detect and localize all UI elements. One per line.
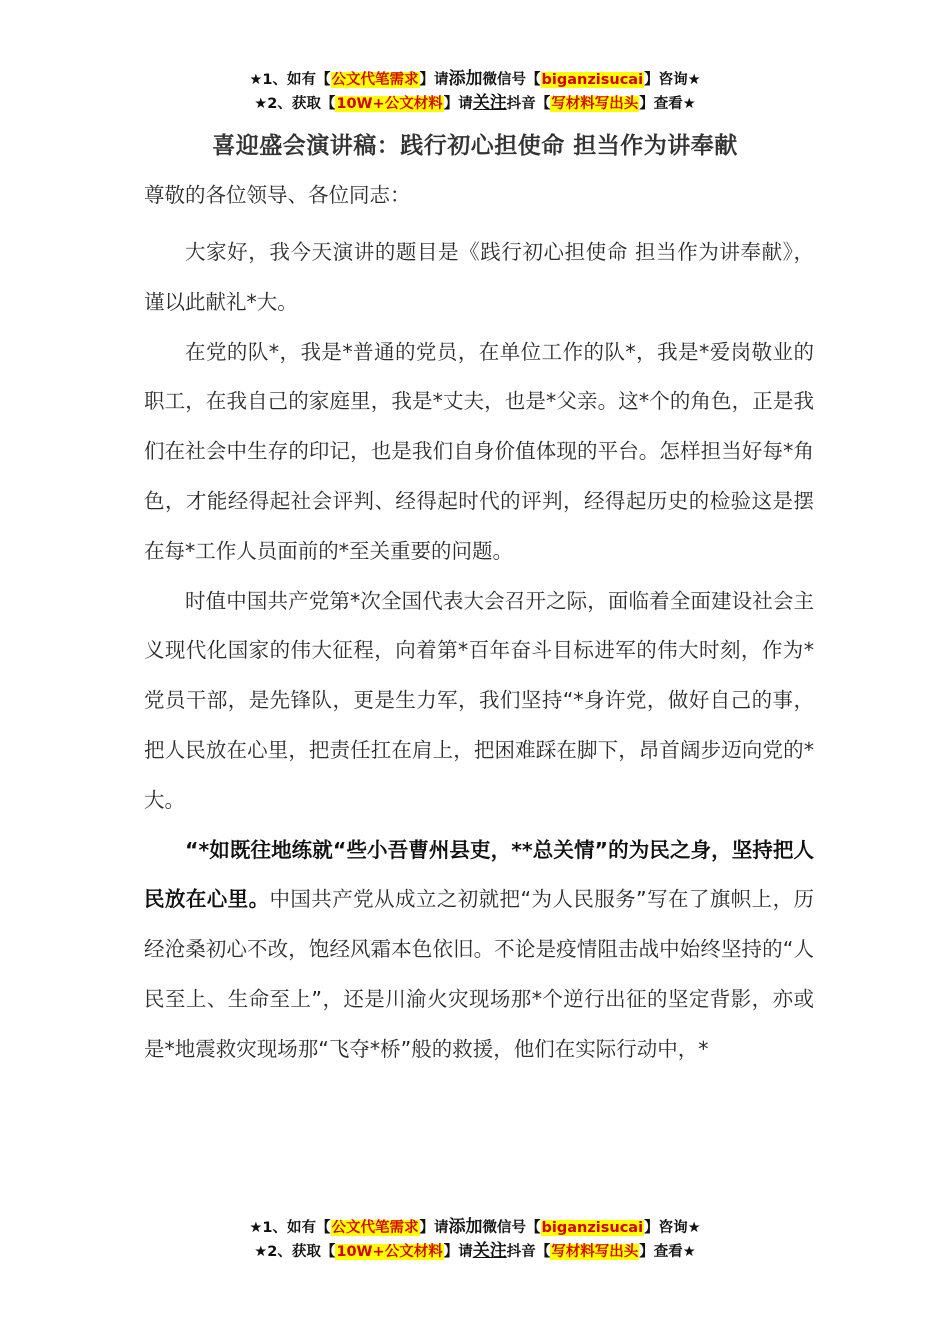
banner-emphasis: 关注 [472, 1241, 507, 1261]
banner-emphasis: 关注 [472, 93, 507, 113]
banner-text: 】请 [443, 96, 473, 112]
banner-line-2 [0, 92, 950, 116]
paragraph: 大家好，我今天演讲的题目是《践行初心担使命 担当作为讲奉献》，谨以此献礼*大。 [144, 240, 814, 314]
banner-line-2 [0, 1240, 950, 1264]
footer-ad-banner [0, 1216, 950, 1264]
paragraph: 在党的队*，我是*普通的党员，在单位工作的队*，我是*爱岗敬业的职工，在我自己的家庭里，我是*丈夫，也是*父亲。这*个的角色，正是我们在社会中生存的印记，也是我们自身价值体现的平台。怎样担当好每*角色，才能经得起社会评判、经得起时代的评判，经得起历史的检验这是摆在每*工作人员面前的*至关重要的问题。 [144, 339, 814, 563]
banner-highlight: 10W+公文材料 [336, 1244, 443, 1260]
banner-line-1 [0, 1216, 950, 1240]
banner-highlight: 写材料写出头 [551, 96, 639, 112]
banner-text: 】请 [419, 1220, 449, 1236]
banner-text: 微信号【 [482, 72, 541, 88]
banner-text: 】咨询★ [644, 1220, 701, 1236]
banner-line-1 [0, 68, 950, 92]
banner-text: 】请 [443, 1244, 473, 1260]
banner-text: 】咨询★ [644, 72, 701, 88]
banner-text: ★1、如有【 [249, 1220, 331, 1236]
banner-highlight: 公文代笔需求 [331, 1220, 419, 1236]
banner-text: 抖音【 [506, 96, 551, 112]
banner-emphasis: 添加 [448, 1217, 483, 1237]
paragraph [144, 826, 814, 1075]
banner-text: ★2、获取【 [254, 96, 336, 112]
paragraph: 时值中国共产党第*次全国代表大会召开之际，面临着全面建设社会主义现代化国家的伟大征程，向着第*百年奋斗目标进军的伟大时刻，作为*党员干部，是先锋队，更是生力军，我们坚持“*身许党，做好自己的事，把人民放在心里，把责任扛在肩上，把困难踩在脚下，昂首阔步迈向党的*大。 [144, 588, 814, 812]
salutation: 尊敬的各位领导、各位同志： [144, 183, 411, 207]
banner-highlight: 10W+公文材料 [336, 96, 443, 112]
banner-highlight: 公文代笔需求 [331, 72, 419, 88]
banner-text: 】请 [419, 72, 449, 88]
banner-text: ★2、获取【 [254, 1244, 336, 1260]
document-title: 喜迎盛会演讲稿：践行初心担使命 担当作为讲奉献 [212, 133, 738, 159]
paragraph-text: 中国共产党从成立之初就把“为人民服务”写在了旗帜上，历经沧桑初心不改，饱经风霜本色依旧。不论是疫情阻击战中始终坚持的“人民至上、生命至上”，还是川渝火灾现场那*个逆行出征的坚定背影，亦或是*地震救灾现场那“飞夺*桥”般的救援，他们在实际行动中，* [144, 887, 814, 1061]
banner-highlight: biganzisucai [541, 72, 644, 88]
banner-highlight: biganzisucai [541, 1220, 644, 1236]
banner-emphasis: 添加 [448, 69, 483, 89]
banner-highlight: 写材料写出头 [551, 1244, 639, 1260]
paragraph-bold-lead: “*如既往地练就“些小吾曹州县吏，**总关情”的为民之身，坚持把人民放在心里。 [144, 837, 814, 912]
banner-text: 微信号【 [482, 1220, 541, 1236]
banner-text: 】查看★ [639, 1244, 696, 1260]
document-body [144, 178, 814, 1075]
banner-text: 】查看★ [639, 96, 696, 112]
header-ad-banner [0, 68, 950, 116]
banner-text: 抖音【 [506, 1244, 551, 1260]
banner-text: ★1、如有【 [249, 72, 331, 88]
